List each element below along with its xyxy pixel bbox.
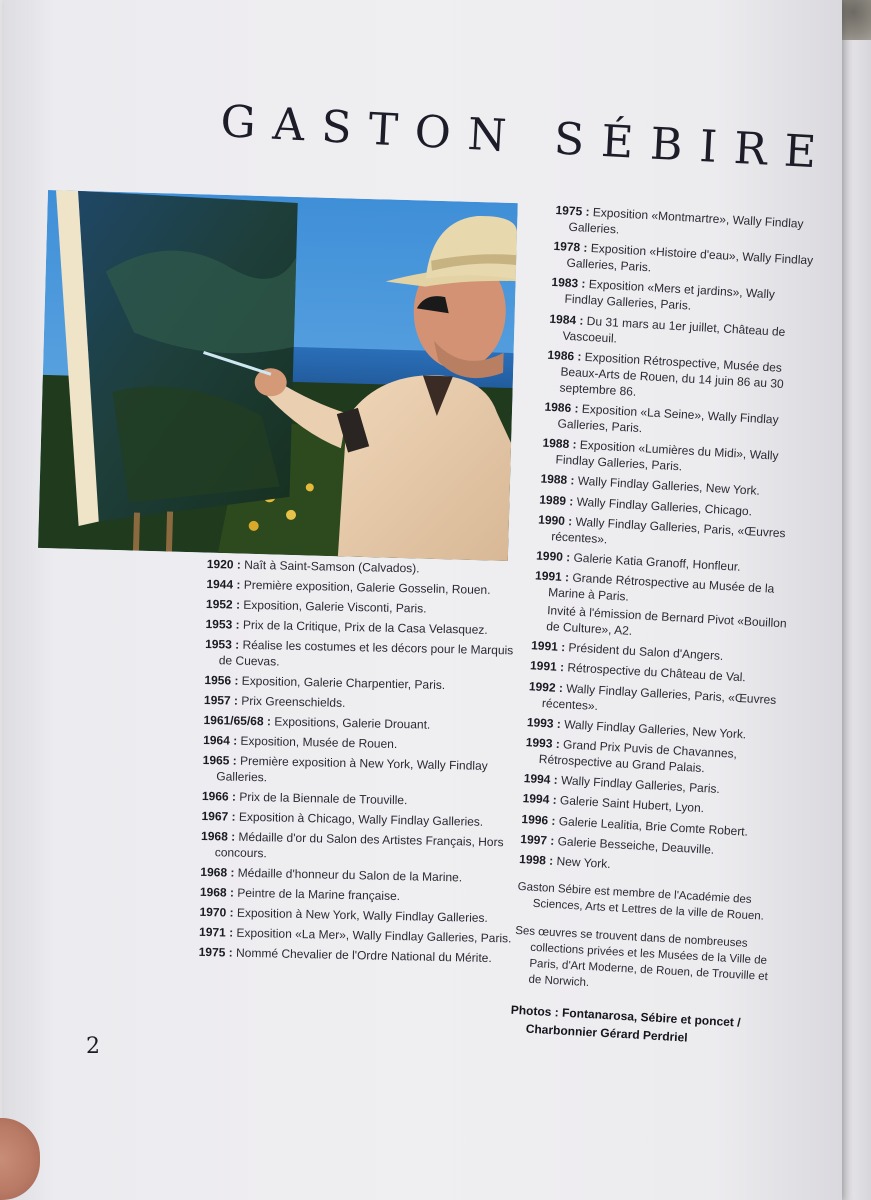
page-title: GASTON SÉBIRE — [219, 96, 835, 180]
entry-text: Exposition à New York, Wally Findlay Galleries. — [236, 905, 489, 925]
entry-text: Prix de la Biennale de Trouville. — [239, 789, 408, 808]
entry-text: Exposition «Lumières du Midi», Wally Findlay Galleries, Paris. — [555, 437, 779, 474]
entry-year: 1978 — [553, 239, 581, 255]
entry-year: 1988 — [542, 435, 570, 452]
entry-text: Grande Rétrospective au Musée de la Marine à Paris. — [547, 570, 775, 604]
entry-text: Expositions, Galerie Drouant. — [274, 714, 431, 732]
chronology-right — [509, 202, 820, 1051]
chronology-entry: 1952 : Exposition, Galerie Visconti, Paris. — [205, 596, 427, 616]
entry-text: Peintre de la Marine française. — [237, 885, 401, 904]
chronology-entry: 1997 : Galerie Besseiche, Deauville. — [520, 831, 715, 857]
chronology-entry: 1984 : Du 31 mars au 1er juillet, Château de Vascoeuil. — [549, 311, 786, 346]
entry-text: Wally Findlay Galleries, Chicago. — [576, 494, 753, 518]
entry-year: 1991 — [529, 658, 558, 675]
entry-text: New York. — [556, 854, 611, 872]
chronology-note: Invité à l'émission de Bernard Pivot «Bouillon de Culture», A2. — [545, 603, 787, 639]
chronology-entry: 1966 : Prix de la Biennale de Trouville. — [201, 788, 408, 808]
entry-year: 1968 — [200, 828, 228, 844]
entry-year: 1994 — [523, 771, 551, 787]
entry-text: Nommé Chevalier de l'Ordre National du Mérite. — [235, 945, 492, 966]
entry-text: Wally Findlay Galleries, Paris, «Œuvres récentes». — [541, 680, 777, 713]
next-page-edge — [842, 40, 871, 1200]
chronology-entry: 1988 : Exposition «Lumières du Midi», Wally Findlay Galleries, Paris. — [542, 435, 779, 474]
chronology-entry: 1986 : Exposition «La Seine», Wally Findlay Galleries, Paris. — [544, 399, 779, 436]
entry-year: 1996 — [521, 811, 549, 828]
chronology-entry: 1953 : Réalise les costumes et les décors pour le Marquis de Cuevas. — [205, 636, 514, 669]
entry-year: 1988 — [540, 471, 568, 488]
entry-year: 1993 — [525, 735, 553, 751]
entry-text: Wally Findlay Galleries, Paris. — [560, 773, 721, 797]
entry-year: 1989 — [539, 492, 567, 508]
entry-year: 1975 — [198, 944, 226, 960]
entry-year: 1984 — [549, 311, 577, 327]
chronology-entry: 1998 : New York. — [518, 851, 611, 872]
photo-credits: Photos : Fontanarosa, Sébire et poncet / Charbonnier Gérard Perdriel — [510, 1002, 741, 1045]
entry-year: 1983 — [551, 275, 579, 291]
entry-year: 1994 — [522, 791, 550, 807]
entry-year: 1997 — [520, 831, 548, 848]
entry-text: Galerie Katia Granoff, Honfleur. — [573, 550, 741, 574]
entry-text: Première exposition, Galerie Gosselin, Rouen. — [243, 577, 491, 597]
entry-text: Grand Prix Puvis de Chavannes, Rétrospective au Grand Palais. — [538, 737, 738, 776]
chronology-entry: 1996 : Galerie Lealitia, Brie Comte Robert. — [521, 811, 749, 839]
chronology-entry: 1964 : Exposition, Musée de Rouen. — [203, 732, 398, 752]
entry-text: Galerie Lealitia, Brie Comte Robert. — [558, 813, 749, 839]
entry-text: Prix de la Critique, Prix de la Casa Velasquez. — [242, 617, 488, 637]
entry-year: 1971 — [198, 924, 226, 940]
entry-year: 1956 — [204, 672, 232, 688]
entry-year: 1944 — [206, 576, 234, 592]
chronology-entry: 1975 : Nommé Chevalier de l'Ordre National du Mérite. — [198, 944, 492, 966]
chronology-entry: 1993 : Wally Findlay Galleries, New York. — [526, 715, 747, 742]
entry-year: 1992 — [528, 678, 556, 695]
chronology-entry: 1991 : Grande Rétrospective au Musée de la Marine à Paris. — [534, 568, 775, 604]
entry-year: 1967 — [201, 808, 229, 824]
entry-year: 1953 — [205, 636, 233, 652]
entry-text: Président du Salon d'Angers. — [568, 640, 724, 664]
entry-text: Wally Findlay Galleries, New York. — [577, 473, 761, 499]
chronology-entry: 1965 : Première exposition à New York, Wally Findlay Galleries. — [202, 752, 488, 785]
entry-text: Première exposition à New York, Wally Findlay Galleries. — [216, 753, 488, 785]
entry-text: Galerie Besseiche, Deauville. — [557, 833, 715, 857]
entry-text: Exposition, Musée de Rouen. — [240, 733, 398, 752]
entry-year: 1991 — [534, 568, 563, 584]
entry-year: 1920 — [206, 556, 234, 572]
chronology-entry: 1990 : Wally Findlay Galleries, Paris, «Œuvres récentes». — [537, 512, 786, 547]
entry-year: 1990 — [535, 548, 564, 564]
chronology-left — [198, 556, 526, 971]
entry-text: Exposition, Galerie Charpentier, Paris. — [241, 673, 446, 693]
entry-text: Prix Greenschields. — [241, 693, 346, 710]
entry-year: 1991 — [530, 638, 559, 655]
entry-year: 1961/65/68 — [203, 712, 264, 729]
entry-year: 1970 — [199, 904, 227, 920]
entry-text: Exposition «La Mer», Wally Findlay Galleries, Paris. — [236, 925, 512, 946]
entry-year: 1998 — [518, 851, 547, 868]
entry-year: 1968 — [200, 864, 228, 880]
entry-year: 1975 — [555, 202, 583, 219]
chronology-entry: 1953 : Prix de la Critique, Prix de la Casa Velasquez. — [205, 616, 488, 637]
entry-year: 1952 — [205, 596, 233, 612]
entry-text: Exposition «Mers et jardins», Wally Findlay Galleries, Paris. — [564, 277, 776, 314]
entry-year: 1968 — [199, 884, 227, 900]
entry-text: Exposition, Galerie Visconti, Paris. — [243, 597, 427, 616]
chronology-entry: 1994 : Wally Findlay Galleries, Paris. — [523, 771, 721, 797]
entry-text: Exposition «La Seine», Wally Findlay Galleries, Paris. — [557, 401, 779, 436]
entry-year: 1953 — [205, 616, 233, 632]
entry-year: 1990 — [537, 512, 566, 528]
chronology-entry: 1994 : Galerie Saint Hubert, Lyon. — [522, 791, 705, 816]
entry-text: Réalise les costumes et les décors pour le Marquis de Cuevas. — [218, 637, 514, 669]
entry-year: 1965 — [202, 752, 230, 768]
chronology-entry: 1961/65/68 : Expositions, Galerie Drouant. — [203, 712, 431, 732]
painter-photo — [38, 190, 518, 561]
chronology-entry: 1986 : Exposition Rétrospective, Musée des Beaux-Arts de Rouen, du 14 juin 86 au 30 septembre 86. — [547, 347, 785, 399]
entry-year: 1993 — [526, 715, 554, 731]
entry-text: Médaille d'or du Salon des Artistes Français, Hors concours. — [214, 829, 504, 861]
chronology-entry: 1968 : Médaille d'or du Salon des Artistes Français, Hors concours. — [200, 828, 504, 861]
entry-text: Galerie Saint Hubert, Lyon. — [559, 793, 705, 816]
chronology-entry: 1988 : Wally Findlay Galleries, New York. — [540, 471, 761, 499]
chronology-entry: 1990 : Galerie Katia Granoff, Honfleur. — [535, 548, 741, 574]
page-number: 2 — [86, 1034, 100, 1059]
entry-text: Wally Findlay Galleries, New York. — [563, 717, 747, 742]
entry-year: 1957 — [203, 692, 231, 708]
membership-paragraph: Gaston Sébire est membre de l'Académie des Sciences, Arts et Lettres de la ville de Rouen. — [517, 880, 765, 923]
entry-text: Wally Findlay Galleries, Paris, «Œuvres récentes». — [550, 514, 786, 547]
entry-year: 1986 — [544, 399, 572, 416]
entry-year: 1966 — [201, 788, 229, 804]
chronology-entry: 1968 : Médaille d'honneur du Salon de la Marine. — [200, 864, 463, 885]
chronology-entry: 1944 : Première exposition, Galerie Gosselin, Rouen. — [206, 576, 491, 597]
entry-text: Rétrospective du Château de Val. — [567, 660, 747, 685]
collections-paragraph: Ses œuvres se trouvent dans de nombreuses collections privées et les Musées de la Ville de Paris, d'Art Moderne, de Rouen, de Trouville et de Norwich. — [514, 924, 769, 989]
entry-year: 1986 — [547, 347, 575, 363]
chronology-entry: 1978 : Exposition «Histoire d'eau», Wally Findlay Galleries, Paris. — [553, 239, 814, 275]
entry-text: Exposition «Histoire d'eau», Wally Findlay Galleries, Paris. — [566, 241, 814, 275]
chronology-entry: 1975 : Exposition «Montmartre», Wally Findlay Galleries. — [555, 202, 804, 237]
chronology-entry: 1956 : Exposition, Galerie Charpentier, Paris. — [204, 672, 446, 693]
chronology-entry: 1920 : Naît à Saint-Samson (Calvados). — [206, 556, 420, 576]
chronology-entry: 1992 : Wally Findlay Galleries, Paris, «Œuvres récentes». — [528, 678, 777, 713]
entry-text: Naît à Saint-Samson (Calvados). — [244, 557, 420, 576]
entry-text: Exposition «Montmartre», Wally Findlay Galleries. — [568, 205, 804, 237]
entry-year: 1964 — [203, 732, 230, 748]
chronology-entry: 1968 : Peintre de la Marine française. — [199, 884, 401, 904]
entry-text: Exposition Rétrospective, Musée des Beaux-Arts de Rouen, du 14 juin 86 au 30 septembre 86. — [559, 349, 785, 399]
chronology-entry: 1991 : Président du Salon d'Angers. — [530, 638, 724, 664]
chronology-entry: 1967 : Exposition à Chicago, Wally Findlay Galleries. — [201, 808, 484, 829]
chronology-entry: 1971 : Exposition «La Mer», Wally Findlay Galleries, Paris. — [198, 924, 512, 946]
chronology-entry: 1991 : Rétrospective du Château de Val. — [529, 658, 747, 685]
chronology-entry: 1989 : Wally Findlay Galleries, Chicago. — [539, 492, 753, 518]
chronology-entry: 1957 : Prix Greenschields. — [203, 692, 346, 710]
entry-text: Médaille d'honneur du Salon de la Marine. — [237, 865, 463, 885]
entry-text: Du 31 mars au 1er juillet, Château de Vascoeuil. — [562, 313, 786, 346]
chronology-entry: 1970 : Exposition à New York, Wally Findlay Galleries. — [199, 904, 489, 925]
entry-text: Exposition à Chicago, Wally Findlay Galleries. — [238, 809, 484, 829]
chronology-entry: 1993 : Grand Prix Puvis de Chavannes, Rétrospective au Grand Palais. — [525, 735, 738, 776]
chronology-entry: 1983 : Exposition «Mers et jardins», Wally Findlay Galleries, Paris. — [551, 275, 776, 314]
